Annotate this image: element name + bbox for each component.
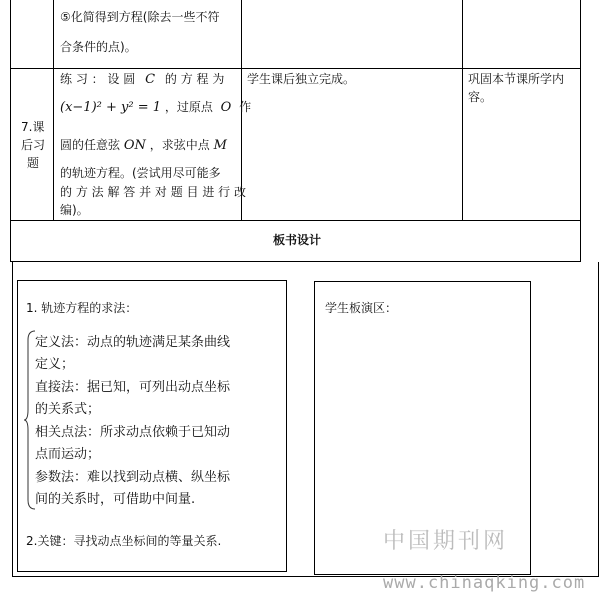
- practice-prefix: 练 习 ： 设 圆: [60, 72, 136, 86]
- method-direct-line2: 的关系式；: [35, 402, 101, 417]
- circle-var: C: [145, 72, 156, 87]
- method-parameter-line2: 间的关系时，可借助中间量.: [35, 492, 196, 507]
- row-divider-2: [10, 220, 581, 221]
- midpoint-var: M: [213, 138, 227, 153]
- method-parameter-line1: 参数法：难以找到动点横、纵坐标: [35, 470, 231, 485]
- row-divider-3: [10, 261, 581, 262]
- student-activity: 学生课后独立完成。: [247, 72, 356, 86]
- watermark-url: www.chinaqking.com: [383, 573, 586, 593]
- watermark-cn: 中国期刊网: [383, 529, 509, 554]
- method-related-point-line1: 相关点法：所求动点依赖于已知动: [35, 425, 231, 440]
- method-direct-line1: 直接法：据已知，可列出动点坐标: [35, 380, 231, 395]
- student-board-label: 学生板演区：: [325, 301, 398, 315]
- method-definition-line2: 定义；: [35, 357, 75, 372]
- board-frame-left: [12, 262, 13, 577]
- method-related-point-line2: 点而运动；: [35, 447, 101, 462]
- practice-line2: [60, 98, 251, 117]
- stage-label-line1: 7.课: [21, 120, 45, 134]
- circle-equation: (x−1)² + y² = 1: [60, 100, 161, 115]
- origin-var: O: [220, 100, 232, 115]
- chord-text: 圆的任意弦: [60, 138, 121, 152]
- board-key-point: 2.关键：寻找动点坐标间的等量关系.: [26, 534, 222, 548]
- row-top-content-line2: 合条件的点)。: [60, 40, 137, 54]
- stage-label-line3: 题: [27, 156, 40, 170]
- board-design-title: 板书设计: [273, 233, 322, 247]
- stage-label-line2: 后习: [21, 138, 46, 152]
- equation-lead-text: 的 方 程 为: [164, 72, 225, 86]
- table-right-border: [580, 0, 581, 262]
- col-divider-1: [53, 0, 54, 220]
- chord-var: ON: [123, 138, 146, 153]
- row-top-content-line1: ⑤化简得到方程(除去一些不符: [60, 10, 220, 24]
- col-divider-3: [462, 0, 463, 220]
- practice-line1: [60, 70, 224, 89]
- midpoint-text: ，求弦中点: [149, 138, 210, 152]
- board-heading: 1. 轨迹方程的求法：: [26, 301, 138, 315]
- origin-text: ，过原点: [164, 100, 213, 114]
- practice-line6: 编)。: [60, 203, 89, 217]
- board-frame-right: [598, 262, 599, 577]
- practice-line3: [60, 136, 227, 155]
- practice-line4: 的轨迹方程。(尝试用尽可能多: [60, 166, 221, 180]
- purpose-line1: 巩固本节课所学内: [468, 72, 565, 86]
- table-left-border: [10, 0, 11, 262]
- row-divider-1: [10, 68, 581, 69]
- make-text: 作: [239, 100, 252, 114]
- practice-line5: 的 方 法 解 答 并 对 题 目 进 行 改: [60, 185, 246, 199]
- purpose-line2: 容。: [468, 90, 493, 104]
- method-definition-line1: 定义法：动点的轨迹满足某条曲线: [35, 335, 231, 350]
